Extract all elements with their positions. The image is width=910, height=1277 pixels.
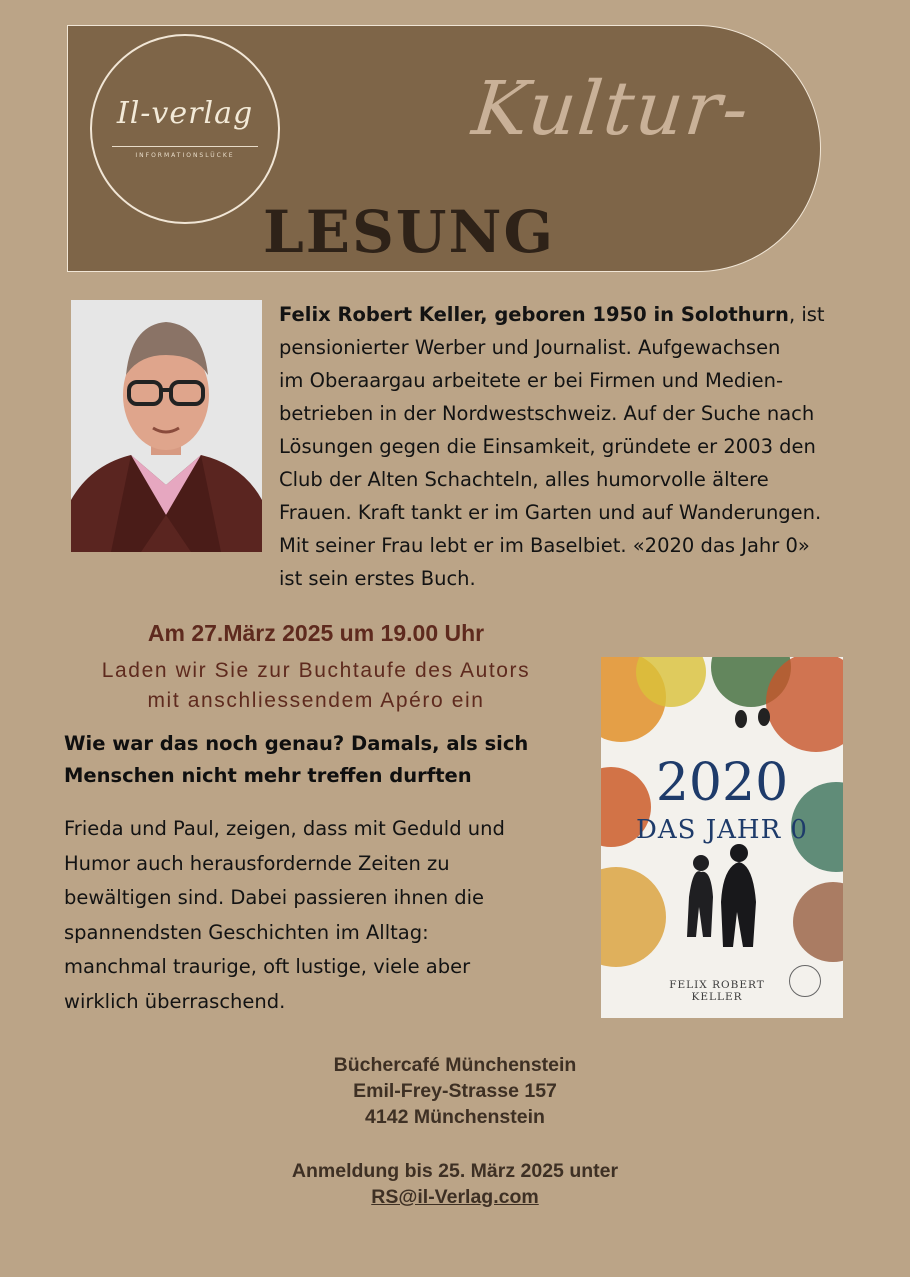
il-verlag-logo [90, 34, 280, 224]
registration-email-link[interactable]: RS@il-Verlag.com [371, 1186, 539, 1208]
bio-lead: Felix Robert Keller, geboren 1950 in Solothurn [279, 303, 789, 326]
book-author-line: KELLER [691, 991, 743, 1003]
header-banner [67, 25, 821, 272]
story-line: wirklich überraschend. [64, 989, 286, 1013]
bio-line: , ist [788, 303, 825, 326]
logo-subtitle: INFORMATIONSLÜCKE [135, 152, 235, 159]
story-line: spannendsten Geschichten im Alltag: [64, 920, 429, 944]
invite-line: Laden wir Sie zur Buchtaufe des Autors [101, 659, 531, 682]
question-line: Menschen nicht mehr treffen durften [64, 764, 472, 787]
bio-line: betrieben in der Nordwestschweiz. Auf der Suche nach [279, 402, 815, 425]
logo-divider [112, 146, 258, 147]
bio-line: Frauen. Kraft tankt er im Garten und auf Wanderungen. [279, 501, 822, 524]
book-cover [601, 657, 843, 1018]
bio-line: Lösungen gegen die Einsamkeit, gründete er 2003 den [279, 435, 816, 458]
author-photo [71, 300, 262, 552]
story-line: manchmal traurige, oft lustige, viele aber [64, 955, 471, 978]
logo-script-text: Il-verlag [116, 96, 254, 131]
book-author [657, 979, 777, 1003]
book-teaser-question [64, 728, 564, 792]
bio-line: ist sein erstes Buch. [279, 567, 476, 590]
story-line: Frieda und Paul, zeigen, dass mit Geduld und [64, 817, 505, 840]
question-line: Wie war das noch genau? Damals, als sich [64, 732, 529, 755]
book-title: 2020 [655, 753, 789, 813]
lesung-title: LESUNG [263, 198, 556, 266]
address-line: Büchercafé Münchenstein [333, 1054, 577, 1076]
author-biography [279, 298, 839, 595]
bio-line: im Oberaargau arbeitete er bei Firmen und Medien- [279, 369, 784, 392]
author-portrait-illustration [71, 300, 262, 552]
book-description [64, 812, 564, 1019]
invite-line: mit anschliessendem Apéro ein [147, 689, 485, 712]
kultur-script-title: Kultur- [468, 66, 755, 152]
registration-text: Anmeldung bis 25. März 2025 unter [291, 1160, 619, 1182]
bio-line: pensionierter Werber und Journalist. Aufgewachsen [279, 336, 781, 359]
publisher-seal-icon [789, 965, 821, 997]
event-date: Am 27.März 2025 um 19.00 Uhr [147, 620, 485, 646]
bio-line: Club der Alten Schachteln, alles humorvolle ältere [279, 468, 769, 491]
address-line: Emil-Frey-Strasse 157 [353, 1080, 557, 1102]
story-line: bewältigen sind. Dabei passieren ihnen die [64, 886, 485, 909]
book-subtitle: DAS JAHR 0 [636, 815, 808, 845]
bio-line: Mit seiner Frau lebt er im Baselbiet. «2020 das Jahr 0» [279, 534, 810, 557]
venue-address [0, 1052, 910, 1130]
story-line: Humor auch herausfordernde Zeiten zu [64, 851, 450, 875]
book-author-line: FELIX ROBERT [669, 979, 765, 991]
event-invitation [40, 656, 592, 716]
address-line: 4142 Münchenstein [365, 1106, 545, 1128]
registration-info [0, 1158, 910, 1210]
